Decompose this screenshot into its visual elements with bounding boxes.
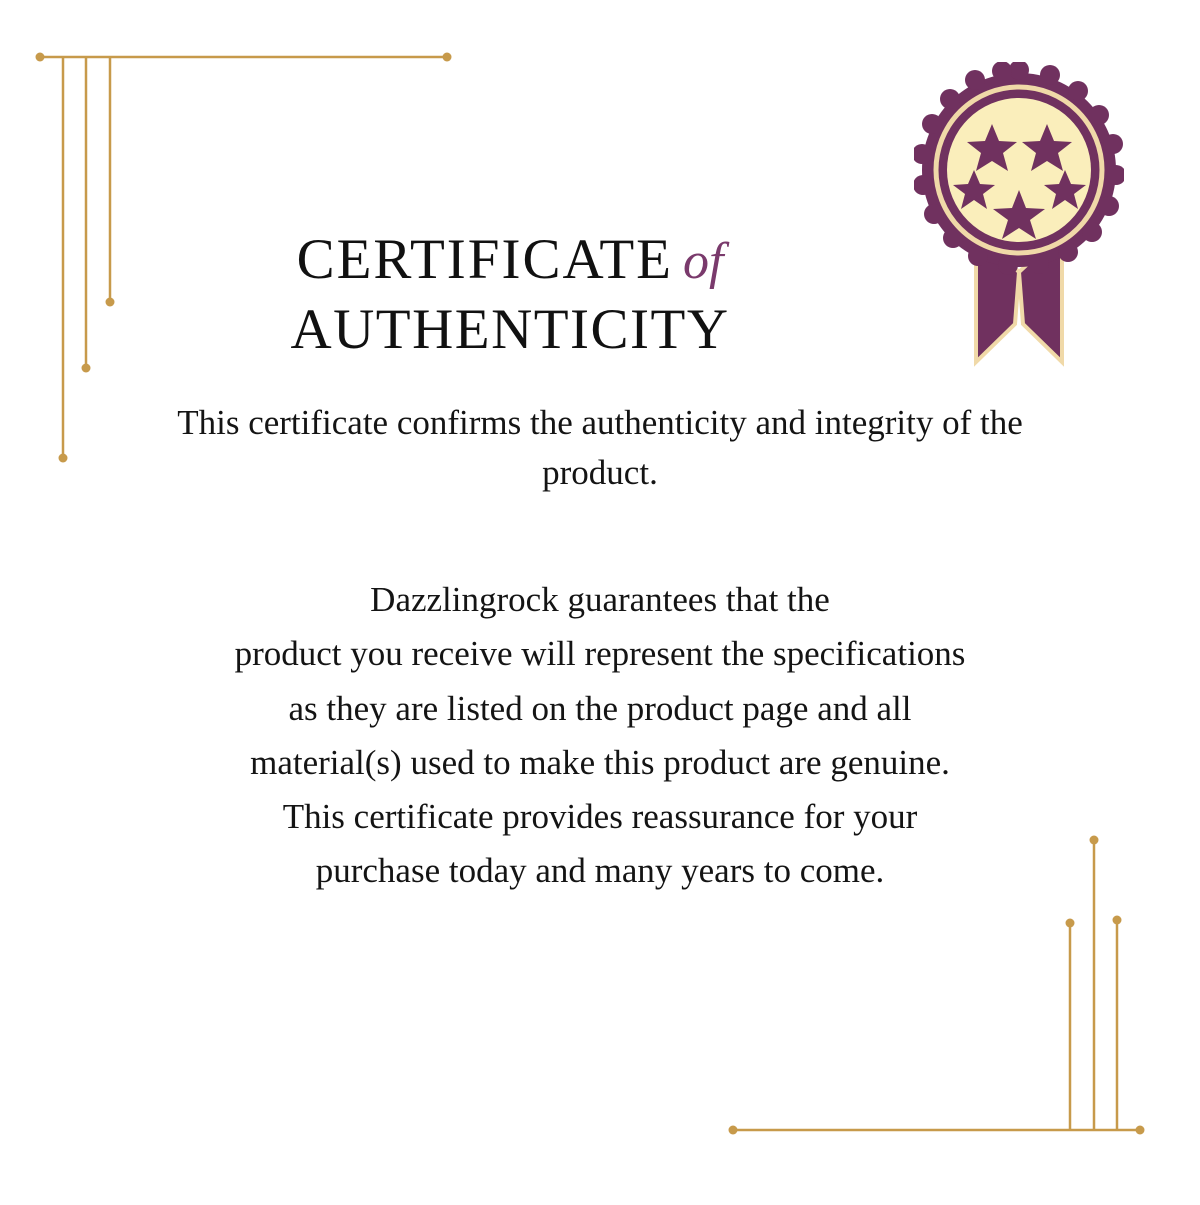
- title-line-primary: [120, 228, 900, 292]
- title-word-certificate: CERTIFICATE: [296, 228, 673, 291]
- guarantee-line: This certificate provides reassurance for your: [282, 797, 918, 837]
- title-word-of: of: [682, 233, 724, 290]
- guarantee-line: Dazzlingrock guarantees that the: [370, 580, 830, 620]
- intro-line: integrity of the product.: [542, 402, 1023, 493]
- intro-line: This certificate confirms the authenticity and: [177, 402, 807, 442]
- guarantee-line: as they are listed on the product page and all: [288, 688, 912, 728]
- guarantee-paragraph: [0, 573, 1200, 899]
- guarantee-line: product you receive will represent the specifications: [234, 634, 966, 674]
- guarantee-line: purchase today and many years to come.: [315, 851, 885, 891]
- intro-paragraph: [0, 398, 1200, 500]
- guarantee-line: material(s) used to make this product are genuine.: [250, 742, 950, 782]
- title-word-authenticity: AUTHENTICITY: [290, 297, 730, 361]
- page-title: [0, 228, 1200, 362]
